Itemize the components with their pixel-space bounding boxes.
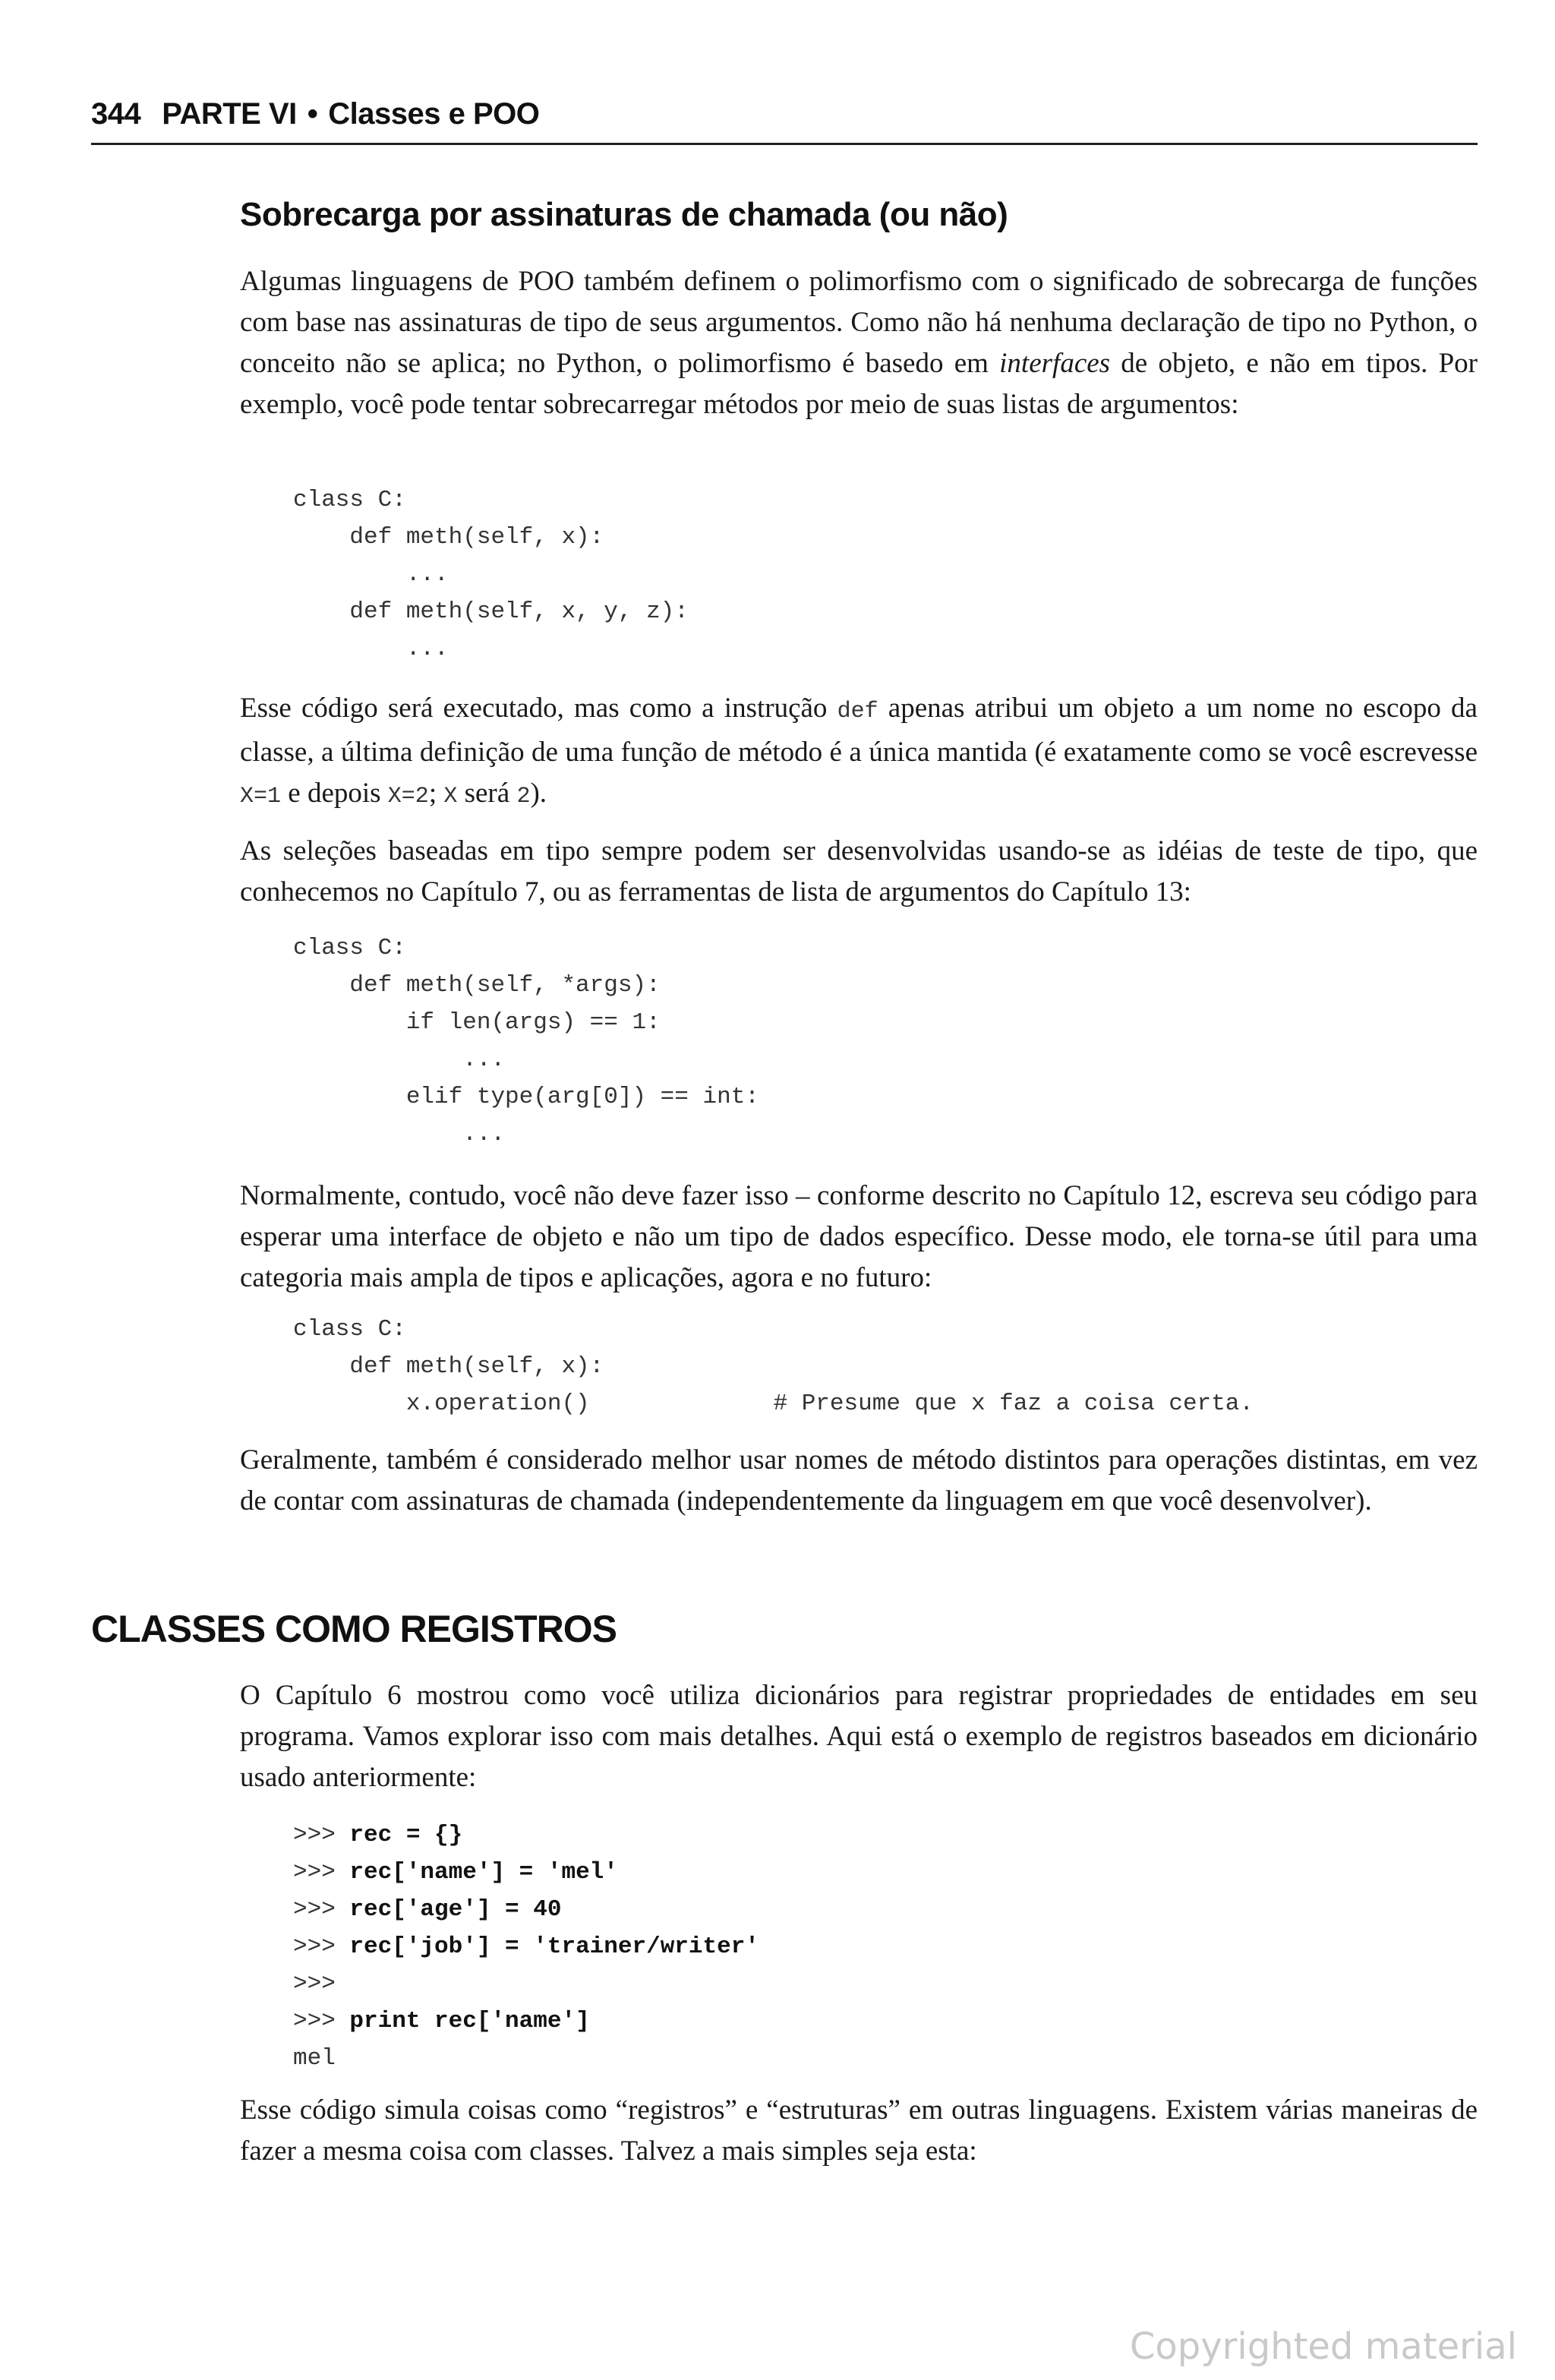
prompt: >>>	[293, 1859, 350, 1886]
inline-code: X=2	[387, 784, 429, 810]
session-input: print rec['name']	[349, 2008, 590, 2034]
session-input: rec['age'] = 40	[349, 1896, 562, 1923]
code-line: if len(args) == 1:	[293, 1009, 661, 1036]
text-run: Algumas linguagens de POO também definem o polimorfismo com o significado de sobrecarga de funções com base nas assinaturas de tipo de seus argumentos. Como não há nenhuma declaração de tipo no Python, o conceito não se aplica; no Python, o polimorfismo é basedo em	[240, 266, 1478, 379]
code-line: ...	[293, 1121, 506, 1147]
prompt: >>>	[293, 1896, 350, 1923]
copyright-watermark: Copyrighted material	[1129, 2325, 1517, 2368]
inline-code: X=1	[240, 784, 282, 810]
code-line: class C:	[293, 935, 406, 961]
code-block-args	[293, 930, 1432, 1153]
paragraph-type-selection: As seleções baseadas em tipo sempre podem ser desenvolvidas usando-se as idéias de teste de tipo, que conhecemos no Capítulo 7, ou as ferramentas de lista de argumentos do Capítulo 13:	[240, 835, 1478, 907]
inline-code: def	[837, 699, 878, 724]
code-line: class C:	[293, 1316, 406, 1343]
session-line	[293, 1896, 561, 1923]
code-line: def meth(self, *args):	[293, 972, 661, 999]
session-line	[293, 1859, 618, 1886]
prompt: >>>	[293, 2008, 350, 2034]
section-heading: CLASSES COMO REGISTROS	[91, 1608, 617, 1650]
session-line	[293, 1971, 336, 1997]
chapter-label: Classes e POO	[328, 97, 540, 131]
session-line	[293, 2045, 336, 2072]
prompt: >>>	[293, 1971, 336, 1997]
code-block-overload	[293, 481, 1432, 668]
prompt: >>>	[293, 1933, 350, 1960]
code-line: x.operation() # Presume que x faz a coisa certa.	[293, 1390, 1254, 1417]
code-line: ...	[293, 561, 449, 588]
running-head	[91, 97, 1478, 131]
paragraph-def-explanation	[240, 688, 1478, 817]
session-line	[293, 1822, 462, 1848]
part-label: PARTE VI	[162, 97, 297, 131]
paragraph-interface-advice: Normalmente, contudo, você não deve fazer isso – conforme descrito no Capítulo 12, escreva seu código para esperar uma interface de objeto e não um tipo de dados específico. Desse modo, ele torna-se útil para uma categoria mais ampla de tipos e aplicações, agora e no futuro:	[240, 1180, 1478, 1293]
session-input: rec['name'] = 'mel'	[349, 1859, 618, 1886]
code-line: class C:	[293, 487, 406, 513]
paragraph-records-intro: O Capítulo 6 mostrou como você utiliza dicionários para registrar propriedades de entidades em seu programa. Vamos explorar isso com mais detalhes. Aqui está o exemplo de registros baseados em dicionário usado anteriormente:	[240, 1680, 1478, 1793]
paragraph-distinct-names: Geralmente, também é considerado melhor usar nomes de método distintos para operações distintas, em vez de contar com assinaturas de chamada (independentemente da linguagem em que você desenvolver).	[240, 1444, 1478, 1517]
session-line	[293, 2008, 590, 2034]
text-run: apenas atribui um objeto a um nome no escopo da classe, a última definição de uma função de método é a única mantida (é exatamente como se você escrevesse	[240, 693, 1478, 768]
inline-code: X	[443, 784, 458, 810]
text-run: e depois	[281, 778, 388, 809]
header-rule	[91, 143, 1478, 145]
subsection-heading: Sobrecarga por assinaturas de chamada (ou não)	[240, 196, 1008, 233]
code-line: elif type(arg[0]) == int:	[293, 1084, 759, 1110]
text-run: de objeto, e não em tipos. Por exemplo, você pode tentar sobrecarregar métodos por meio de suas listas de argumentos:	[240, 348, 1478, 420]
session-input: rec['job'] = 'trainer/writer'	[349, 1933, 759, 1960]
text-run: ;	[428, 778, 444, 809]
code-line: def meth(self, x):	[293, 1353, 604, 1380]
prompt: >>>	[293, 1822, 350, 1848]
text-run: Esse código será executado, mas como a instrução	[240, 693, 837, 724]
bullet-separator: •	[307, 97, 318, 131]
text-run: ).	[530, 778, 547, 809]
code-line: def meth(self, x):	[293, 524, 604, 551]
inline-code: 2	[516, 784, 531, 810]
paragraph-records-classes: Esse código simula coisas como “registros” e “estruturas” em outras linguagens. Existem várias maneiras de fazer a mesma coisa com classes. Talvez a mais simples seja esta:	[240, 2094, 1478, 2167]
code-line: ...	[293, 1046, 506, 1073]
session-input: rec = {}	[349, 1822, 463, 1848]
text-run: será	[457, 778, 517, 809]
session-line	[293, 1933, 759, 1960]
code-line: def meth(self, x, y, z):	[293, 598, 689, 625]
paragraph-overloading-intro	[240, 261, 1478, 425]
interactive-session	[293, 1817, 1432, 2077]
code-line: ...	[293, 636, 449, 662]
session-output: mel	[293, 2045, 336, 2072]
emphasis-interfaces: interfaces	[999, 348, 1111, 379]
page-number: 344	[91, 97, 141, 131]
code-block-operation	[293, 1311, 1432, 1422]
